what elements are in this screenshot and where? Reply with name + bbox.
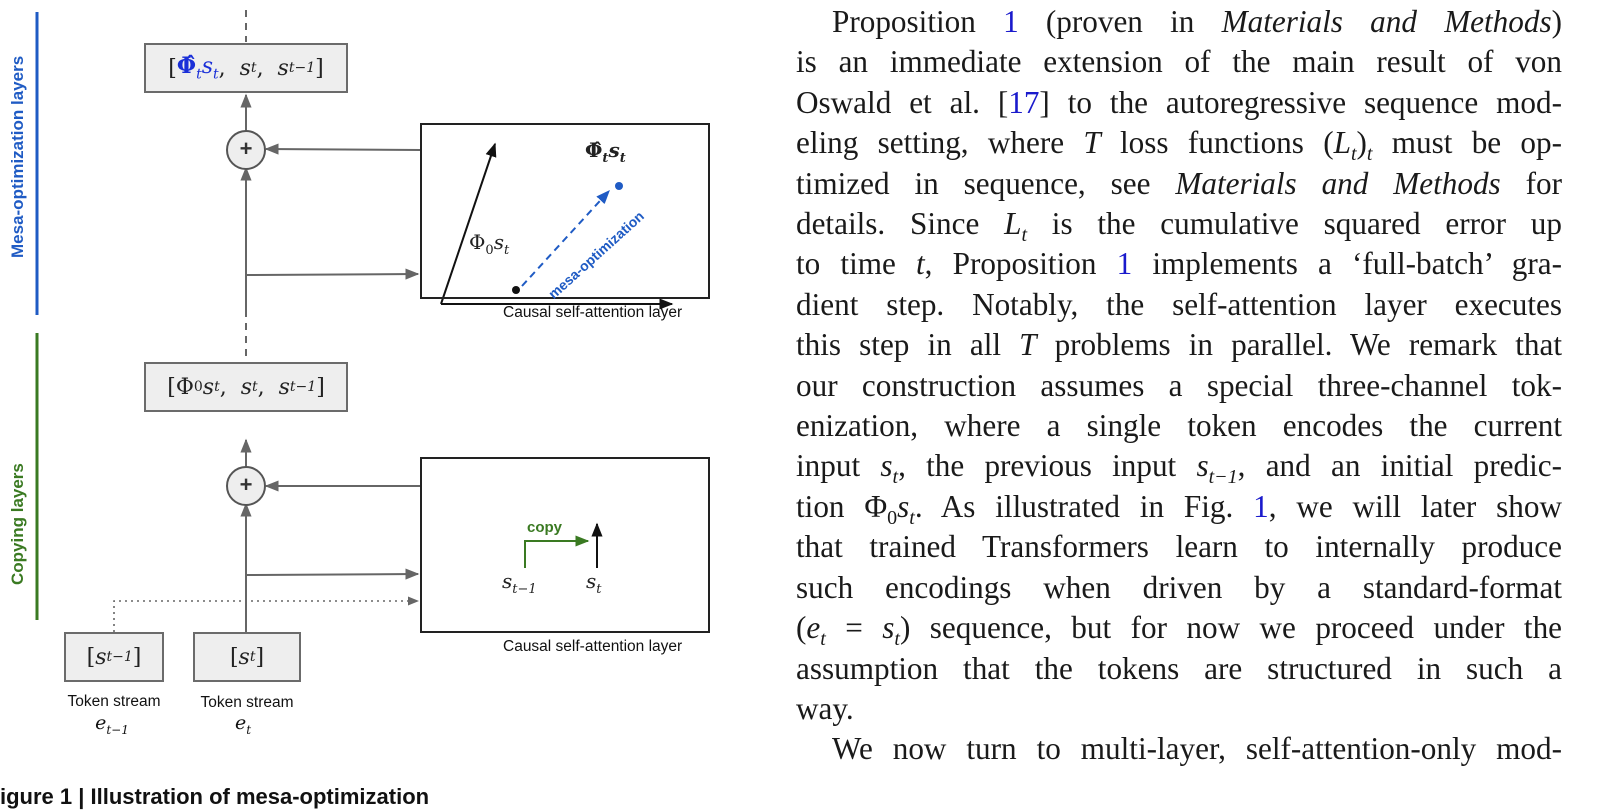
token-box-prev: [ s t−1 ] (64, 632, 164, 682)
text-line: details. Since $L_t$ is the cumulative squared error up (796, 206, 1562, 247)
figure-mesa-optimization-diagram (0, 0, 780, 809)
copy-output-token-box: [ Φ 0 s t , s t , s t−1 ] (144, 362, 348, 412)
citation-ref-link[interactable]: 17 (1008, 84, 1040, 120)
upper-attention-caption: Causal self-attention layer (503, 304, 683, 321)
proposition-ref-link[interactable]: 1 (1116, 246, 1133, 282)
token-stream-current-label: Token stream (200, 694, 294, 711)
mesa-optimization-arrow-label: mesa-optimization (545, 207, 648, 302)
text-line: such encodings when driven by a standard-format (796, 569, 1562, 605)
text-line: this step in all T problems in parallel. We remark that (796, 327, 1562, 363)
text-line: our construction assumes a special three-channel tok- (796, 367, 1562, 403)
mesa-optimization-layers-label: Mesa-optimization layers (8, 55, 27, 258)
paragraph-1 (796, 2, 1562, 729)
phi-hat-symbol: $\Phî_ts_t$ (176, 53, 219, 83)
phihat-st-label: $\Phî_ts_t$ (585, 138, 626, 166)
plus-icon: + (239, 472, 253, 497)
plus-icon: + (239, 136, 253, 161)
text-line: input $s_t$, the previous input $s_{t-1}$, and an initial predic- (796, 448, 1562, 489)
text-line: enization, where a single token encodes the current (796, 408, 1562, 444)
text-line: timized in sequence, see Materials and Methods for (796, 165, 1562, 201)
token-stream-prev-label: Token stream (67, 693, 161, 710)
lower-attention-caption: Causal self-attention layer (503, 638, 683, 655)
text-line: assumption that the tokens are structured in such a (796, 650, 1562, 686)
text-line: dient step. Notably, the self-attention layer executes (796, 286, 1562, 322)
paragraph-2 (796, 729, 1562, 769)
text-line: eling setting, where T loss functions $(L_t)_t$ must be op- (796, 125, 1562, 166)
text-line: that trained Transformers learn to internally produce (796, 529, 1562, 565)
token-stream-prev-symbol: $e_{t-1}$ (95, 712, 129, 737)
token-stream-current-symbol: $e_t$ (234, 712, 252, 737)
copy-arrow-label: copy (527, 519, 563, 536)
text-line: way. (796, 690, 854, 726)
phi0-st-label: $\Phi_0s_t$ (469, 230, 510, 258)
proposition-ref-link[interactable]: 1 (1003, 4, 1019, 39)
token-box-current: [ s t ] (193, 632, 301, 682)
lower-causal-self-attention-layer (420, 457, 710, 633)
figure-caption-partial: igure 1 | Illustration of mesa-optimization (0, 784, 430, 809)
body-text-column (796, 2, 1562, 770)
text-line: $(e_t = s_t)$ sequence, but for now we proceed under the (796, 610, 1562, 651)
text-line: to time t, Proposition 1 implements a ‘full-batch’ gra- (796, 246, 1562, 282)
s-prev-label: $s_{t-1}$ (502, 569, 537, 597)
mesa-output-token-box: [ $\Phî_ts_t$ , s t , s t−1 ] (144, 43, 348, 93)
copying-layers-label: Copying layers (8, 463, 27, 585)
text-line: Oswald et al. [17] to the autoregressive sequence mod- (796, 84, 1562, 120)
text-line: tion $\Phi_0s_t$. As illustrated in Fig. 1, we will later show (796, 488, 1562, 530)
s-current-label: $s_t$ (586, 569, 602, 597)
text-line: is an immediate extension of the main result of von (796, 44, 1562, 80)
figure-ref-link[interactable]: 1 (1253, 488, 1269, 524)
text-line: We now turn to multi-layer, self-attention-only mod- (832, 731, 1562, 767)
text-line: Proposition 1 (proven in Materials and Methods) (832, 4, 1562, 39)
